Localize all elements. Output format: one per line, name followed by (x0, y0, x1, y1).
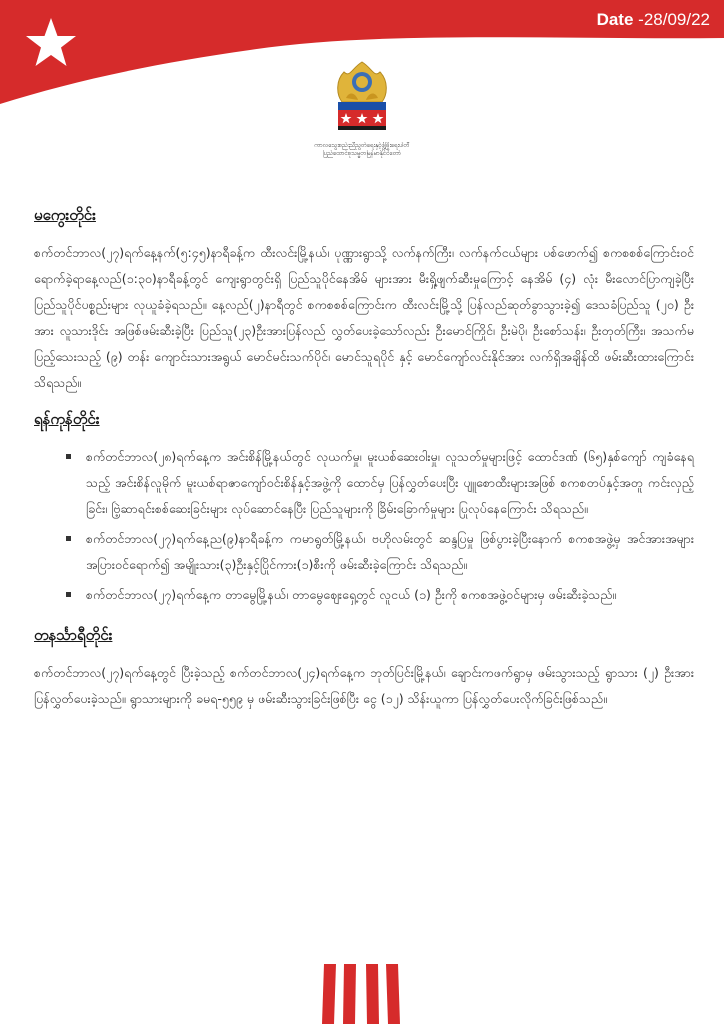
section-heading: ရန်ကုန်တိုင်း (34, 410, 100, 428)
list-item (62, 582, 694, 608)
list-item-text: စက်တင်ဘာလ(၂၇)ရက်နေ့က တာမွေမြို့နယ်၊ တာမွေဈေးရှေ့တွင် လူငယ် (၁) ဦးကို စကစအဖွဲ့ဝင်များမှ ဖမ်းဆီးခဲ့သည်။ (86, 587, 617, 602)
footer-stripes (322, 964, 402, 1024)
date-value: -28/09/22 (638, 10, 710, 29)
bullet-list (34, 444, 694, 608)
report-body (34, 206, 694, 722)
section-heading: တနင်္သာရီတိုင်း (34, 626, 113, 644)
date-label (597, 10, 710, 30)
emblem-logo (322, 58, 402, 138)
bullet-icon (66, 454, 71, 459)
section-magway (34, 206, 694, 396)
list-item-text: စက်တင်ဘာလ(၂၈)ရက်နေ့က အင်းစိန်မြို့နယ်တွင် လုယက်မှု၊ မူးယစ်ဆေးဝါးမှု၊ လူသတ်မှုများဖြင့် ထောင်ဒဏ် (၆၅)နှစ်ကျော် ကျခံနေရသည့် အင်းစိန်လူမိုက် မူးယစ်ရာဇာကျော်ဝင်းစိန်နှင့်အဖွဲ့ကို ထောင်မှ ပြန်လွှတ်ပေးပြီး ပျူစောထီးများအဖြစ် စကစတပ်နှင့်အတူ ကင်းလှည့်ခြင်း၊ ဗြဲ့ဆာရင်းစစ်ဆေးခြင်းများ လုပ်ဆောင်နေပြီး ပြည်သူများကို ခြိမ်းခြောက်မှုများ ပြုလုပ်နေကြောင်း သိရသည်။ (86, 449, 694, 516)
section-paragraph: စက်တင်ဘာလ(၂၇)ရက်နေ့နက်(၅:၄၅)နာရီခန့်က ထီးလင်းမြို့နယ်၊ ပုဏ္ဏားရွာသို့ လက်နက်ကြီး၊ လက်နက်ငယ်များ ပစ်ဖောက်၍ စကစစစ်ကြောင်းဝင်ရောက်ခဲ့ရာနေ့လည်(၁:၃၀)နာရီခန့်တွင် ကျေးရွာတွင်းရှိ ပြည်သူပိုင်နေအိမ် များအား မီးရှို့ဖျက်ဆီးမှုကြောင့် နေအိမ် (၄) လုံး မီးလောင်ပြာကျခဲ့ပြီး ပြည်သူပိုင်ပစ္စည်းများ လုယူခံခဲ့ရသည်။ နေ့လည်(၂)နာရီတွင် စကစစစ်ကြောင်းက ထီးလင်းမြို့သို့ ပြန်လည်ဆုတ်ခွာသွားခဲ့၍ ဒေသခံပြည်သူ (၂၀) ဦးအား လူသားဒိုင်း အဖြစ်ဖမ်းဆီးခဲ့ပြီး ပြည်သူ(၂၃)ဦးအားပြန်လည် လွှတ်ပေးခဲ့သော်လည်း ဦးမောင်ကြိုင်၊ ဦးမဲပို၊ ဦးစော်သန်း၊ ဦးတုတ်ကြီး၊ အသက်မပြည့်သေးသည့် (၉) တန်း ကျောင်းသားအရွယ် မောင်မင်းသက်ပိုင်၊ မောင်သူရပိုင် နှင့် မောင်ကျော်လင်းနိုင်အား လက်ရှိအချိန်ထိ ဖမ်းဆီးထားကြောင်း သိရသည်။ (34, 245, 694, 390)
bullet-icon (66, 536, 71, 541)
party-emblem (314, 58, 410, 168)
section-paragraph: စက်တင်ဘာလ(၂၇)ရက်နေ့တွင် ပြီးခဲ့သည့် စက်တင်ဘာလ(၂၄)ရက်နေ့က ဘုတ်ပြင်းမြို့နယ်၊ ချောင်းကဖက်ရွာမှ ဖမ်းသွားသည့် ရွာသား (၂) ဦးအား ပြန်လွှတ်ပေးခဲ့သည်။ ရွာသားများကို ခမရ-၅၅၉ မှ ဖမ်းဆီးသွားခြင်းဖြစ်ပြီး ငွေ (၁၂) သိန်းယူကာ ပြန်လွှတ်ပေးလိုက်ခြင်းဖြစ်သည်။ (34, 665, 694, 706)
list-item (62, 444, 694, 522)
section-tanintharyi (34, 626, 694, 712)
emblem-caption-2: ပြည်ထောင်စုသမ္မတမြန်မာနိုင်ငံတော် (322, 150, 402, 157)
bullet-icon (66, 592, 71, 597)
star-icon (24, 16, 78, 70)
list-item (62, 526, 694, 578)
date-label-text: Date (596, 10, 634, 29)
list-item-text: စက်တင်ဘာလ(၂၇)ရက်နေ့ည(၉)နာရီခန့်က ကမာရွတ်မြို့နယ်၊ ဗဟိုလမ်းတွင် ဆန္ဒပြမှု ဖြစ်ပွားခဲ့ပြီးနောက် စကစအဖွဲ့မှ အင်အားအများအပြားဝင်ရောက်၍ အမျိုးသား(၃)ဦးနှင့်ပြိုင်ကား(၁)စီးကို ဖမ်းဆီးခဲ့ကြောင်း သိရသည်။ (86, 531, 694, 572)
section-heading: မကွေးတိုင်း (34, 206, 96, 224)
section-yangon (34, 410, 694, 608)
emblem-caption-1: ကာလသွေးစည်းညီညွတ်ရေးနှင့်ဖွံ့ဖြိုးရေးပါတီ (314, 142, 410, 149)
